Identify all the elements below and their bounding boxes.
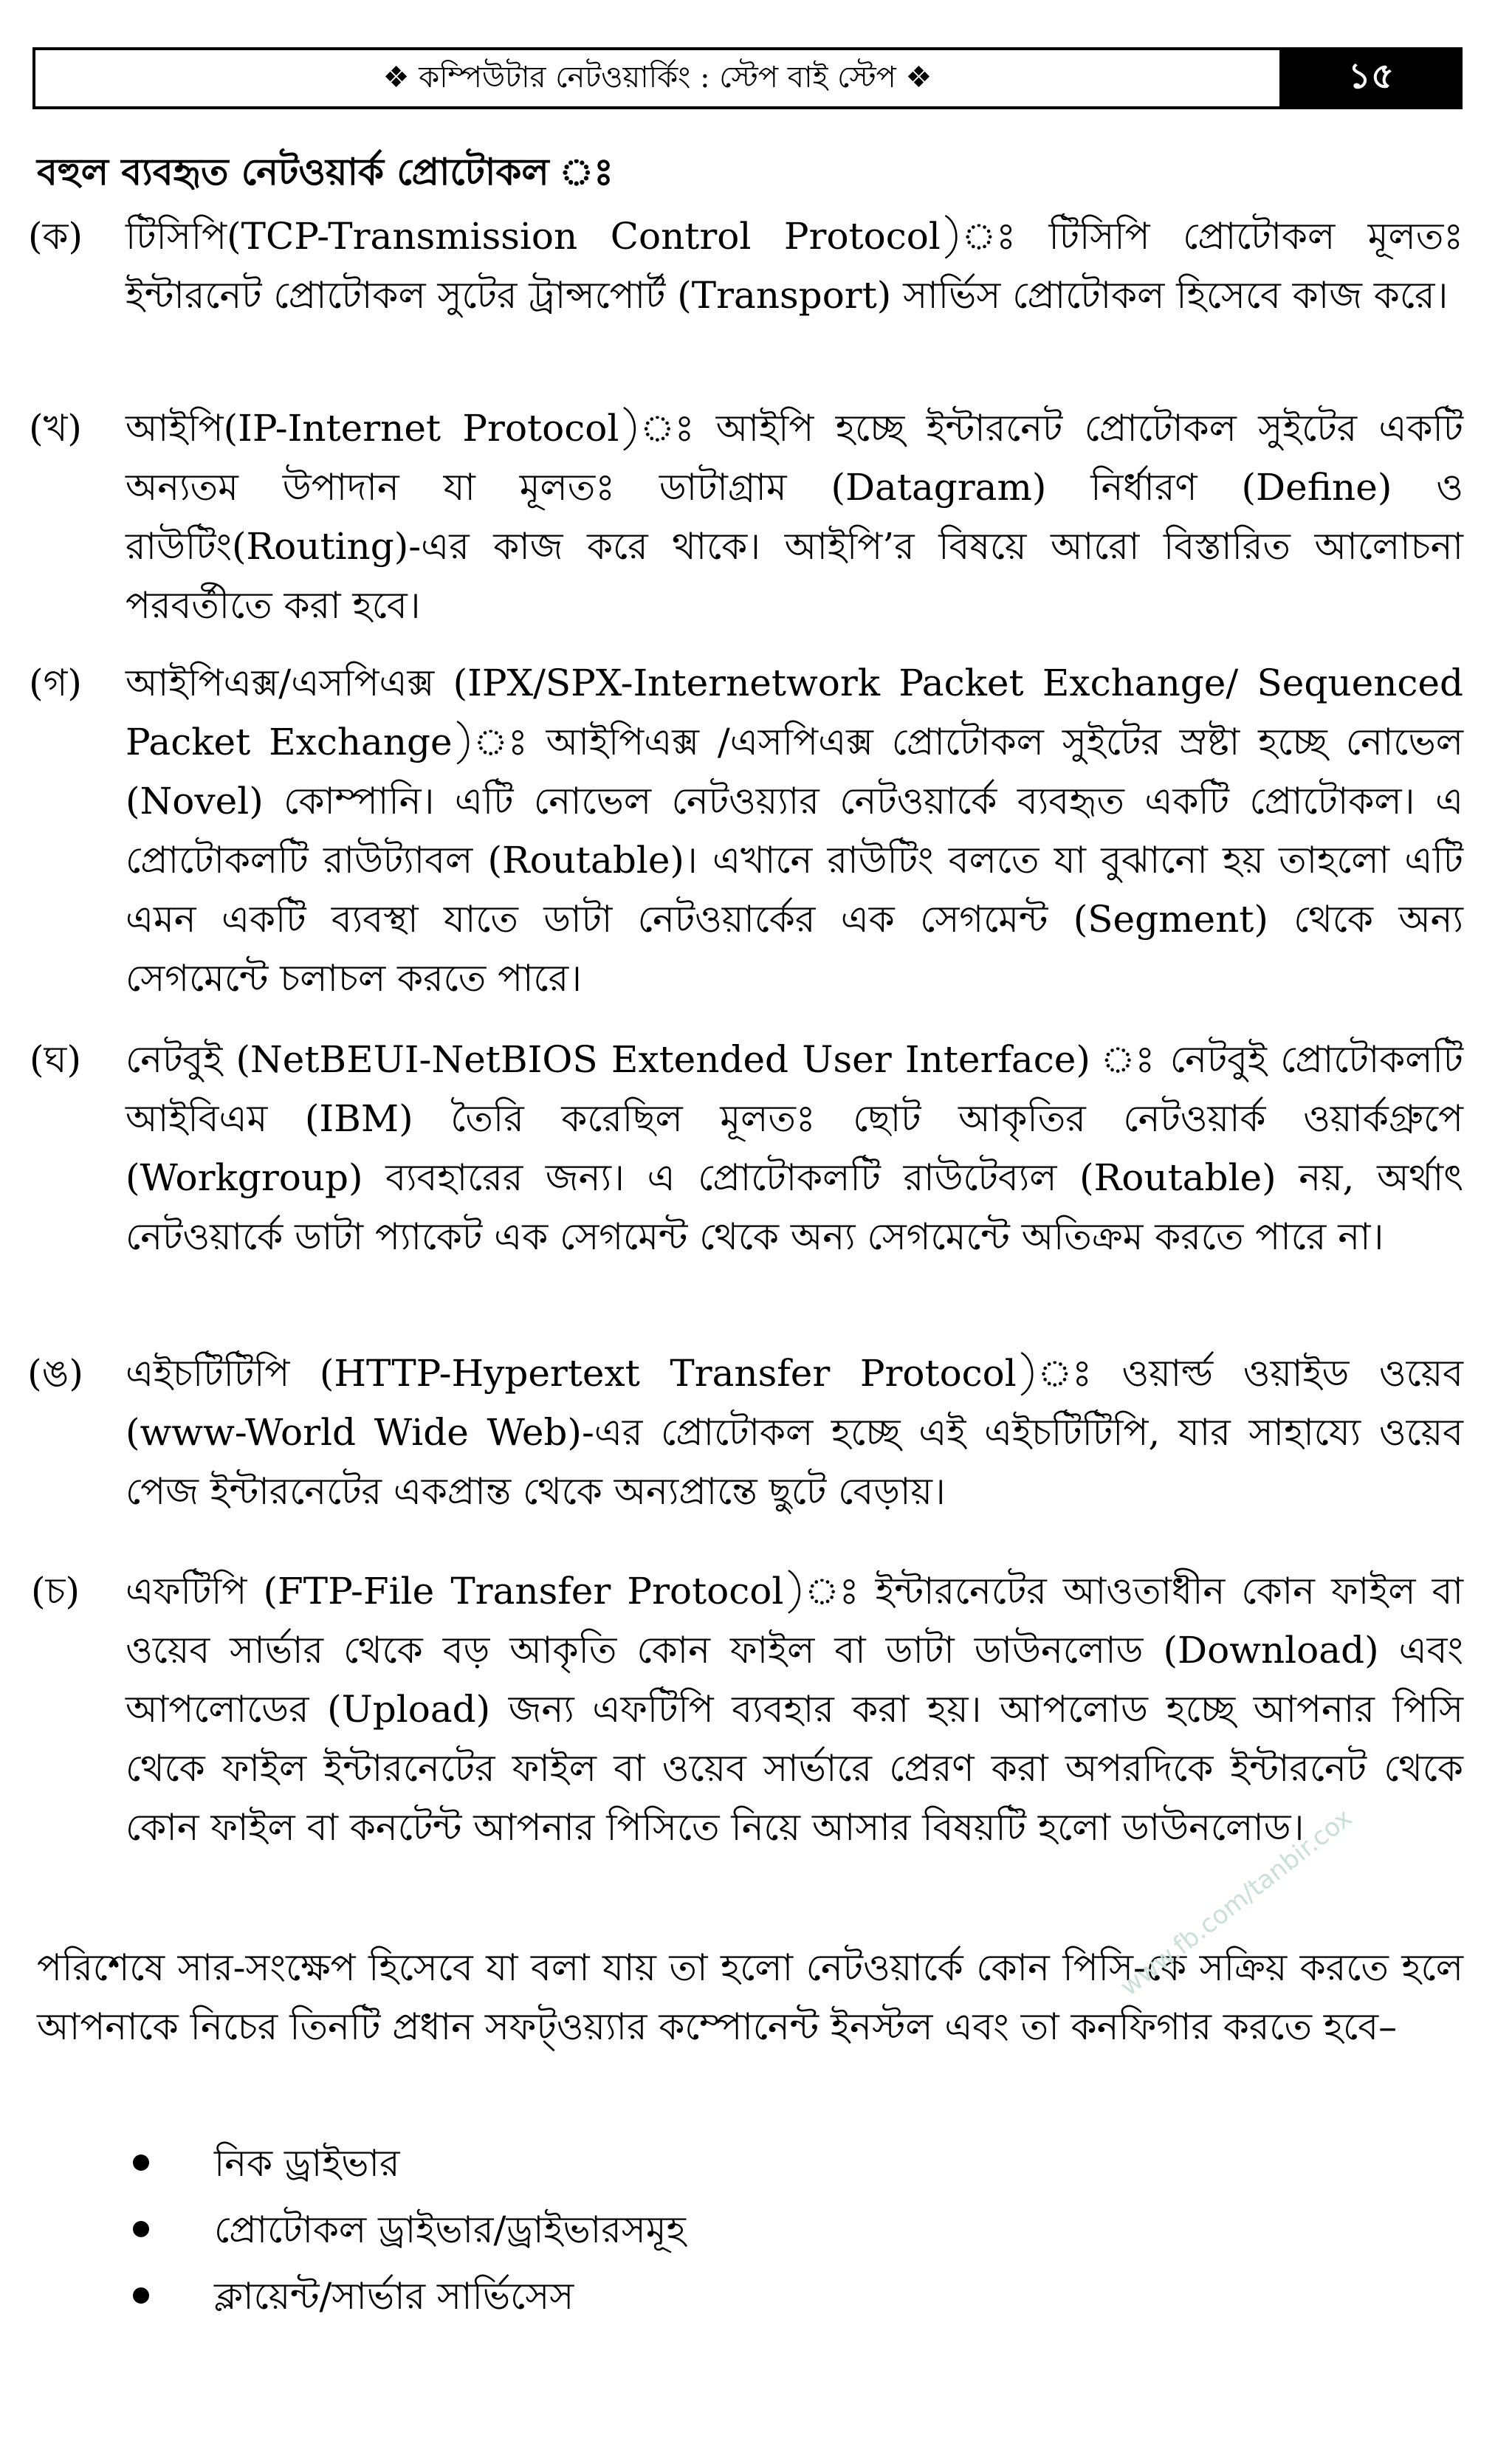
item-text: এফটিপি (FTP-File Transfer Protocol)ঃ ইন্টারনেটের আওতাধীন কোন ফাইল বা ওয়েব সার্ভার থেকে বড় আকৃতি কোন ফাইল বা ডাটা ডাউনলোড (Download) এবং আপলোডের (Upload) জন্য এফটিপি ব্যবহার করা হয়। আপলোড হচ্ছে আপনার পিসি থেকে ফাইল ইন্টারনেটের ফাইল বা ওয়েব সার্ভারে প্রেরণ করা অপরদিকে ইন্টারনেট থেকে কোন ফাইল বা কনটেন্ট আপনার পিসিতে নিয়ে আসার বিষয়টি হলো ডাউনলোড।: [126, 1570, 1463, 1849]
item-text: আইপি(IP-Internet Protocol)ঃ আইপি হচ্ছে ইন্টারনেট প্রোটোকল সুইটের একটি অন্যতম উপাদান যা মূলতঃ ডাটাগ্রাম (Datagram) নির্ধারণ (Define) ও রাউটিং(Routing)-এর কাজ করে থাকে। আইপি’র বিষয়ে আরো বিস্তারিত আলোচনা পরবর্তীতে করা হবে।: [126, 407, 1463, 627]
item-label: (ঙ): [27, 1352, 83, 1395]
bullet-dot-icon: [133, 2221, 149, 2237]
watermark: www.fb.com/tanbir.cox: [1115, 1803, 1358, 2002]
item-label: (চ): [31, 1570, 80, 1613]
bullet-text: প্রোটোকল ড্রাইভার/ড্রাইভারসমূহ: [214, 2208, 686, 2251]
protocol-item-http: [27, 1344, 1463, 1521]
protocol-item-ip: [29, 399, 1463, 635]
item-label: (গ): [29, 662, 82, 704]
item-text: নেটবুই (NetBEUI-NetBIOS Extended User Interface) ঃ নেটবুই প্রোটোকলটি আইবিএম (IBM) তৈরি করেছিল মূলতঃ ছোট আকৃতির নেটওয়ার্ক ওয়ার্কগ্রুপে (Workgroup) ব্যবহারের জন্য। এ প্রোটোকলটি রাউটেব্যল (Routable) নয়, অর্থাৎ নেটওয়ার্কে ডাটা প্যাকেট এক সেগমেন্ট থেকে অন্য সেগমেন্টে অতিক্রম করতে পারে না।: [126, 1038, 1463, 1258]
summary-paragraph: পরিশেষে সার-সংক্ষেপ হিসেবে যা বলা যায় তা হলো নেটওয়ার্কে কোন পিসি-কে সক্রিয় করতে হলে আপনাকে নিচের তিনটি প্রধান সফট্ওয়্যার কম্পোনেন্ট ইনস্টল এবং তা কনফিগার করতে হবে–: [37, 1946, 1463, 2048]
bullet-item: [214, 2267, 574, 2326]
item-text: আইপিএক্স/এসপিএক্স (IPX/SPX-Internetwork Packet Exchange/ Sequenced Packet Exchange)ঃ আইপিএক্স /এসপিএক্স প্রোটোকল সুইটের স্রষ্টা হচ্ছে নোভেল (Novel) কোম্পানি। এটি নোভেল নেটওয়্যার নেটওয়ার্কে ব্যবহৃত একটি প্রোটোকল। এ প্রোটোকলটি রাউট্যাবল (Routable)। এখানে রাউটিং বলতে যা বুঝানো হয় তাহলো এটি এমন একটি ব্যবস্থা যাতে ডাটা নেটওয়ার্কের এক সেগমেন্ট (Segment) থেকে অন্য সেগমেন্টে চলাচল করতে পারে।: [126, 662, 1463, 1000]
protocol-item-tcp: [28, 207, 1463, 325]
item-label: (খ): [29, 407, 82, 450]
item-label: (ঘ): [30, 1038, 81, 1081]
item-text: এইচটিটিপি (HTTP-Hypertext Transfer Protocol)ঃ ওয়ার্ল্ড ওয়াইড ওয়েব (www-World Wide Web)-এর প্রোটোকল হচ্ছে এই এইচটিটিপি, যার সাহায্যে ওয়েব পেজ ইন্টারনেটের একপ্রান্ত থেকে অন্যপ্রান্তে ছুটে বেড়ায়।: [126, 1352, 1463, 1513]
bullet-item: [214, 2134, 399, 2193]
protocol-item-ftp: [31, 1562, 1463, 1857]
section-heading: বহুল ব্যবহৃত নেটওয়ার্ক প্রোটোকল ঃ: [37, 151, 614, 193]
page-number: ১৫: [1282, 50, 1460, 106]
running-title: ❖ কম্পিউটার নেটওয়ার্কিং : স্টেপ বাই স্টেপ ❖: [35, 50, 1282, 106]
protocol-item-netbeui: [30, 1030, 1463, 1266]
bullet-item: [214, 2200, 686, 2259]
bullet-dot-icon: [133, 2287, 149, 2304]
protocol-item-ipx-spx: [29, 653, 1463, 1008]
bullet-text: নিক ড্রাইভার: [214, 2142, 400, 2185]
page-header: [32, 47, 1463, 109]
bullet-text: ক্লায়েন্ট/সার্ভার সার্ভিসেস: [214, 2275, 574, 2318]
bullet-dot-icon: [133, 2154, 149, 2171]
item-text: টিসিপি(TCP-Transmission Control Protocol)ঃ টিসিপি প্রোটোকল মূলতঃ ইন্টারনেট প্রোটোকল সুটের ট্রান্সপোর্ট (Transport) সার্ভিস প্রোটোকল হিসেবে কাজ করে।: [126, 215, 1463, 317]
item-label: (ক): [28, 215, 83, 258]
